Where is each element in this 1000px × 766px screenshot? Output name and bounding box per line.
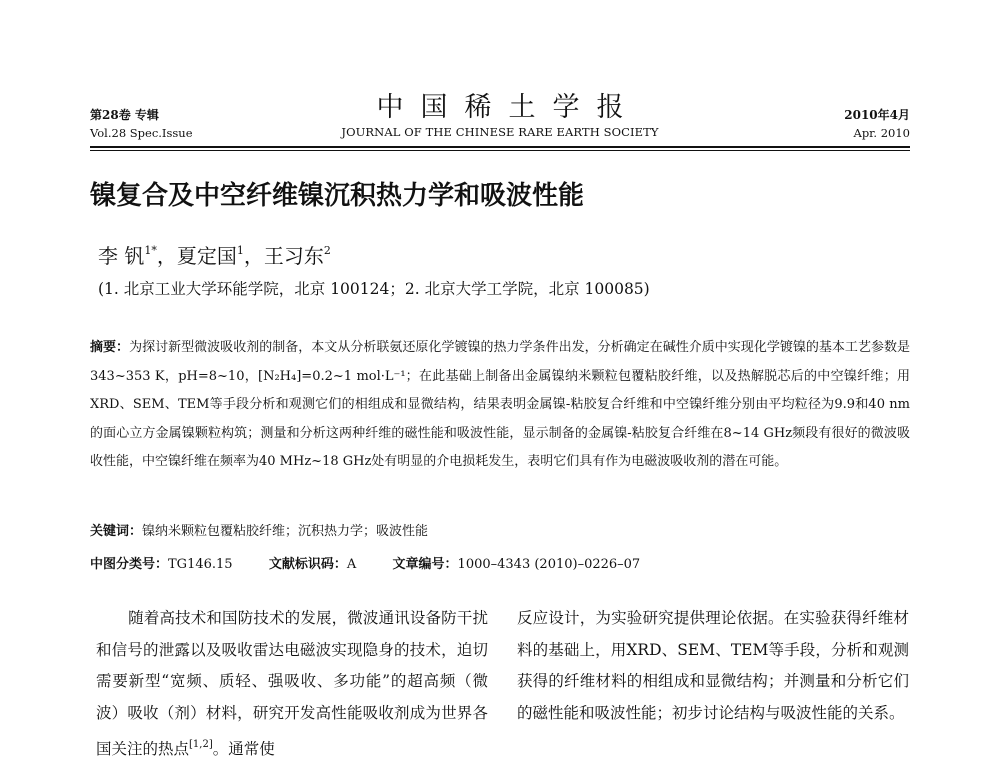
body-left-text: 随着高技术和国防技术的发展，微波通讯设备防干扰和信号的泄露以及吸收雷达电磁波实现隐身的技术，迫切需要新型“宽频、质轻、强吸收、多功能”的超高频（微波）吸收（剂）材料，研究开发高性能吸收剂成为世界各国关注的热点 [96, 609, 488, 758]
abstract [90, 334, 910, 477]
running-header [90, 92, 910, 146]
author-affiliation-mark: 2 [323, 244, 331, 257]
author-separator: ， [243, 244, 264, 268]
affiliations: (1. 北京工业大学环能学院，北京 100124；2. 北京大学工学院，北京 100085) [98, 280, 650, 298]
body-column-right [517, 603, 909, 729]
header-rule-thick [90, 146, 910, 148]
author-name: 夏定国 [176, 244, 237, 268]
date-cn: 2010年4月 [844, 108, 910, 122]
keywords-label: 关键词： [90, 524, 143, 539]
article-title: 镍复合及中空纤维镍沉积热力学和吸波性能 [90, 181, 585, 211]
abstract-label: 摘要： [90, 340, 130, 355]
volume-en: Vol.28 Spec.Issue [90, 126, 193, 140]
keywords [90, 521, 428, 543]
keywords-text: 镍纳米颗粒包覆粘胶纤维；沉积热力学；吸波性能 [142, 524, 429, 539]
doc-code-value: A [346, 557, 357, 572]
volume-cn: 第28卷 专辑 [90, 108, 159, 122]
journal-name-cn: 中国稀土学报 [376, 92, 641, 123]
issue-date [844, 106, 910, 142]
abstract-text: 为探讨新型微波吸收剂的制备，本文从分析联氨还原化学镀镍的热力学条件出发，分析确定在碱性介质中实现化学镀镍的基本工艺参数是343~353 K，pH=8~10，[N₂H₄]=0.2~1 mol·L⁻¹；在此基础上制备出金属镍纳米颗粒包覆粘胶纤维，以及热解脱芯后的中空镍纤维；用XRD、SEM、TEM等手段分析和观测它们的相组成和显微结构，结果表明金属镍-粘胶复合纤维和中空镍纤维分别由平均粒径为9.9和40 nm的面心立方金属镍颗粒构筑；测量和分析这两种纤维的磁性能和吸波性能，显示制备的金属镍-粘胶复合纤维在8~14 GHz频段有很好的微波吸收性能，中空镍纤维在频率为40 MHz~18 GHz处有明显的介电损耗发生，表明它们具有作为电磁波吸收剂的潜在可能。 [90, 340, 910, 469]
doc-code-label: 文献标识码： [268, 557, 347, 572]
header-rule-thin [90, 150, 910, 151]
body-column-left [96, 603, 488, 766]
body-right-text: 反应设计，为实验研究提供理论依据。在实验获得纤维材料的基础上，用XRD、SEM、TEM等手段，分析和观测获得的纤维材料的相组成和显微结构；并测量和分析它们的磁性能和吸波性能；初步讨论结构与吸波性能的关系。 [517, 609, 909, 722]
body-left-tail: 。通常使 [212, 740, 275, 758]
journal-name [90, 92, 910, 140]
article-id-value: 1000–4343 (2010)–0226–07 [457, 557, 641, 572]
author-name: 李 钒 [98, 244, 145, 268]
author-separator: ， [156, 244, 177, 268]
author-affiliation-mark: 1* [144, 244, 157, 257]
author-name: 王习东 [263, 244, 324, 268]
journal-name-en: JOURNAL OF THE CHINESE RARE EARTH SOCIETY [341, 125, 659, 139]
article-id-label: 文章编号： [392, 557, 458, 572]
date-en: Apr. 2010 [853, 126, 910, 140]
clc-value: TG146.15 [168, 557, 233, 572]
clc-label: 中图分类号： [90, 557, 169, 572]
citation-ref: [1,2] [189, 739, 213, 750]
author-list [98, 237, 331, 270]
author-affiliation-mark: 1 [236, 244, 244, 257]
classification-line [90, 554, 640, 576]
